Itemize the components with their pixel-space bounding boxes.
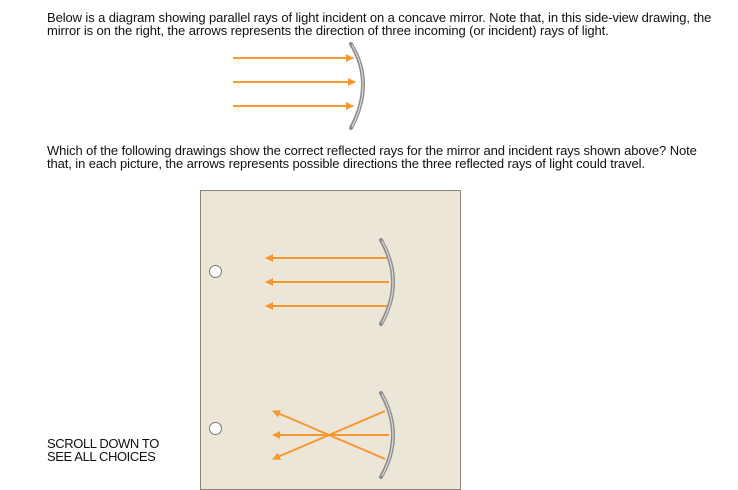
question-paragraph: Which of the following drawings show the correct reflected rays for the mirror and incident rays shown above? Note that, in each picture, the arrows represents possible directions the three reflected rays of light could travel. bbox=[47, 143, 697, 171]
incident-rays-diagram bbox=[225, 42, 375, 134]
choices-panel bbox=[200, 190, 461, 490]
choice-a-diagram bbox=[261, 236, 411, 328]
scroll-hint-line-1: SCROLL DOWN TO bbox=[47, 436, 159, 451]
choice-a-radio[interactable] bbox=[209, 265, 222, 278]
scroll-hint bbox=[47, 437, 207, 463]
choice-b-diagram bbox=[261, 389, 411, 481]
scroll-hint-line-2: SEE ALL CHOICES bbox=[47, 449, 156, 464]
intro-paragraph: Below is a diagram showing parallel rays of light incident on a concave mirror. Note that, in this side-view drawing, the mirror is on the right, the arrows represents the direction of three incoming (or incident) rays of light. bbox=[47, 10, 712, 38]
choice-b-radio[interactable] bbox=[209, 422, 222, 435]
